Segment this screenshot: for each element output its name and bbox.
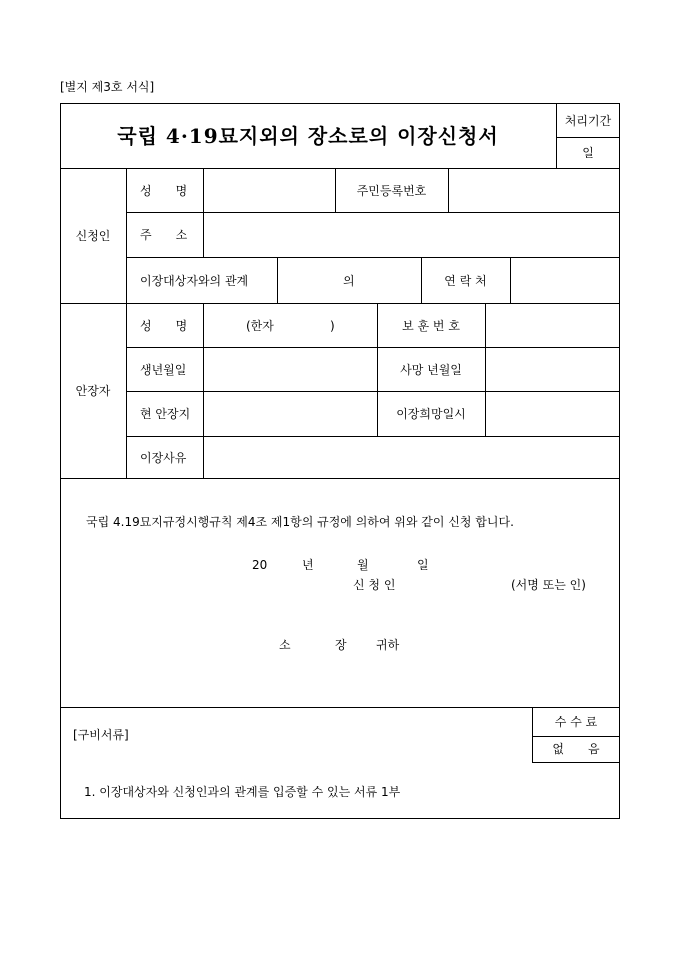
required-document-item: 1. 이장대상자와 신청인과의 관계를 입증할 수 있는 서류 1부 <box>84 785 401 799</box>
death-date-label: 사망 년월일 <box>400 363 462 377</box>
statement-text: 국립 4.19묘지규정시행규칙 제4조 제1항의 규정에 의하여 위와 같이 신청 합니다. <box>86 515 514 529</box>
processing-period-value: 일 <box>582 146 594 160</box>
rule-deceased-bottom <box>60 478 620 479</box>
desired-date-label: 이장희망일시 <box>396 407 466 421</box>
signer-label: 신 청 인 <box>353 578 396 592</box>
date-day: 일 <box>417 558 429 572</box>
birth-date-label: 생년월일 <box>140 363 187 377</box>
current-site-label: 현 안장지 <box>140 407 191 421</box>
contact-field[interactable] <box>511 258 619 302</box>
reason-field[interactable] <box>204 437 619 477</box>
applicant-name-field[interactable] <box>204 169 334 211</box>
current-site-field[interactable] <box>204 392 376 435</box>
applicant-address-label: 주 소 <box>140 228 188 242</box>
death-date-field[interactable] <box>486 348 619 390</box>
date-month: 월 <box>357 558 369 572</box>
addressee-suffix: 귀하 <box>376 638 400 652</box>
signature-hint: (서명 또는 인) <box>511 578 586 592</box>
rule-applicant-section <box>126 168 127 303</box>
rule-deceased-section <box>126 303 127 478</box>
hanja-close: ) <box>330 319 335 333</box>
date-year: 년 <box>302 558 314 572</box>
applicant-name-label: 성 명 <box>140 184 188 198</box>
applicant-address-field[interactable] <box>204 213 619 256</box>
deceased-name-label: 성 명 <box>140 319 188 333</box>
rule-fee-mid <box>532 736 620 737</box>
deceased-name-field[interactable] <box>204 304 376 346</box>
fee-value: 없 음 <box>552 742 600 756</box>
desired-date-field[interactable] <box>486 392 619 435</box>
date-year-prefix: 20 <box>252 558 268 572</box>
required-documents-header: [구비서류] <box>73 728 129 742</box>
form-number-label: [별지 제3호 서식] <box>60 80 155 94</box>
addressee-director-a: 소 <box>279 638 291 652</box>
relation-suffix: 의 <box>343 274 355 288</box>
form-title: 국립 4·19묘지외의 장소로의 이장신청서 <box>117 124 499 148</box>
merit-number-label: 보 훈 번 호 <box>402 319 460 333</box>
resident-number-label: 주민등록번호 <box>356 184 427 198</box>
processing-period-label: 처리기간 <box>564 114 612 128</box>
hanja-open: (한자 <box>246 319 274 333</box>
relation-label: 이장대상자와의 관계 <box>140 274 249 288</box>
resident-number-field[interactable] <box>449 169 619 211</box>
fee-label: 수 수 료 <box>554 715 598 729</box>
deceased-section-label: 안장자 <box>75 384 111 398</box>
reason-label: 이장사유 <box>140 451 187 465</box>
addressee-director-b: 장 <box>335 638 347 652</box>
rule-fee-bottom <box>532 762 620 763</box>
birth-date-field[interactable] <box>204 348 376 390</box>
rule-statement-bottom <box>60 707 620 708</box>
rule-processing-mid <box>556 137 620 138</box>
contact-label: 연 락 처 <box>444 274 487 288</box>
merit-number-field[interactable] <box>486 304 619 346</box>
applicant-section-label: 신청인 <box>75 229 111 243</box>
